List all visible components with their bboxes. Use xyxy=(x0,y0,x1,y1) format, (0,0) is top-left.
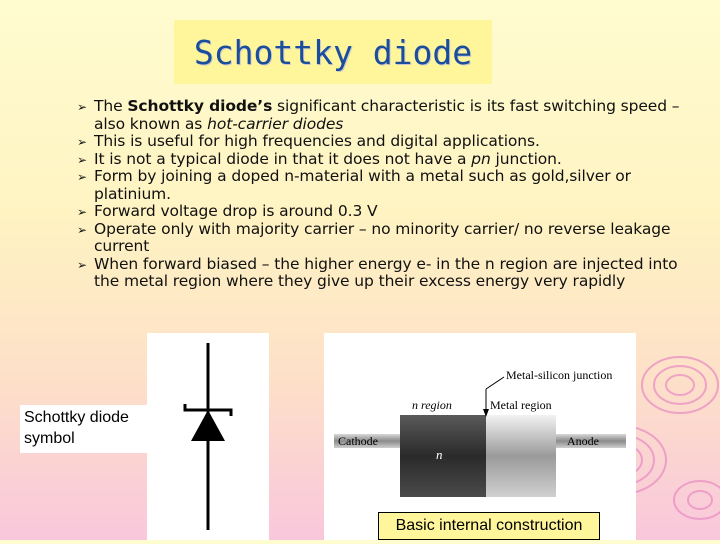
metal-region-block xyxy=(486,415,556,497)
diode-symbol-panel xyxy=(147,333,269,540)
arrow-bullet-icon: ➢ xyxy=(77,205,87,219)
arrow-bullet-icon: ➢ xyxy=(77,152,87,167)
schottky-symbol-graphic xyxy=(147,333,269,540)
bullet-list xyxy=(78,98,698,291)
title-box xyxy=(174,20,492,84)
anode-label: Anode xyxy=(567,434,599,448)
arrow-bullet-icon: ➢ xyxy=(77,257,87,272)
arrow-bullet-icon: ➢ xyxy=(77,100,87,114)
bullet-text: hot-carrier diodes xyxy=(207,114,344,133)
bullet-text: This is useful for high frequencies and digital applications. xyxy=(94,132,540,150)
arrow-bullet-icon: ➢ xyxy=(77,170,87,184)
bullet-item xyxy=(78,256,698,291)
arrow-bullet-icon: ➢ xyxy=(77,222,87,237)
bullet-item xyxy=(78,221,698,256)
junction-label: Metal-silicon junction xyxy=(506,368,613,382)
n-region-block xyxy=(400,415,486,497)
bullet-text: Operate only with majority carrier – no minority carrier/ no reverse leakage current xyxy=(94,219,671,255)
bullet-text: significant characteristic is its fast switching speed –also known as xyxy=(94,97,680,133)
bullet-text: Form by joining a doped n-material with a metal such as gold,silver or platinium. xyxy=(94,167,631,203)
slide-title: Schottky diode xyxy=(193,32,473,72)
bullet-item xyxy=(78,203,698,221)
bullet-item xyxy=(78,98,698,133)
bullet-text: pn xyxy=(471,149,491,168)
bullet-item xyxy=(78,168,698,203)
construction-diagram xyxy=(324,333,636,540)
bullet-item xyxy=(78,151,698,169)
bullet-item xyxy=(78,133,698,151)
arrow-bullet-icon: ➢ xyxy=(77,135,87,149)
construction-caption: Basic internal construction xyxy=(378,512,600,540)
bullet-text: Forward voltage drop is around 0.3 V xyxy=(94,202,378,220)
bullet-text: The xyxy=(94,97,128,115)
bullet-text: Schottky diode’s xyxy=(127,97,273,115)
cathode-label: Cathode xyxy=(338,434,378,448)
n-label: n xyxy=(436,447,443,462)
bullet-text: It is not a typical diode in that it does not have a xyxy=(94,149,472,168)
bullet-text: When forward biased – the higher energy e- in the n region are injected into the metal region where they give up their excess energy very rapidly xyxy=(94,254,678,290)
bullet-text: junction. xyxy=(490,149,562,168)
metal-region-label: Metal region xyxy=(490,398,552,412)
symbol-label: Schottky diode symbol xyxy=(20,405,150,453)
n-region-label: n region xyxy=(412,398,452,412)
